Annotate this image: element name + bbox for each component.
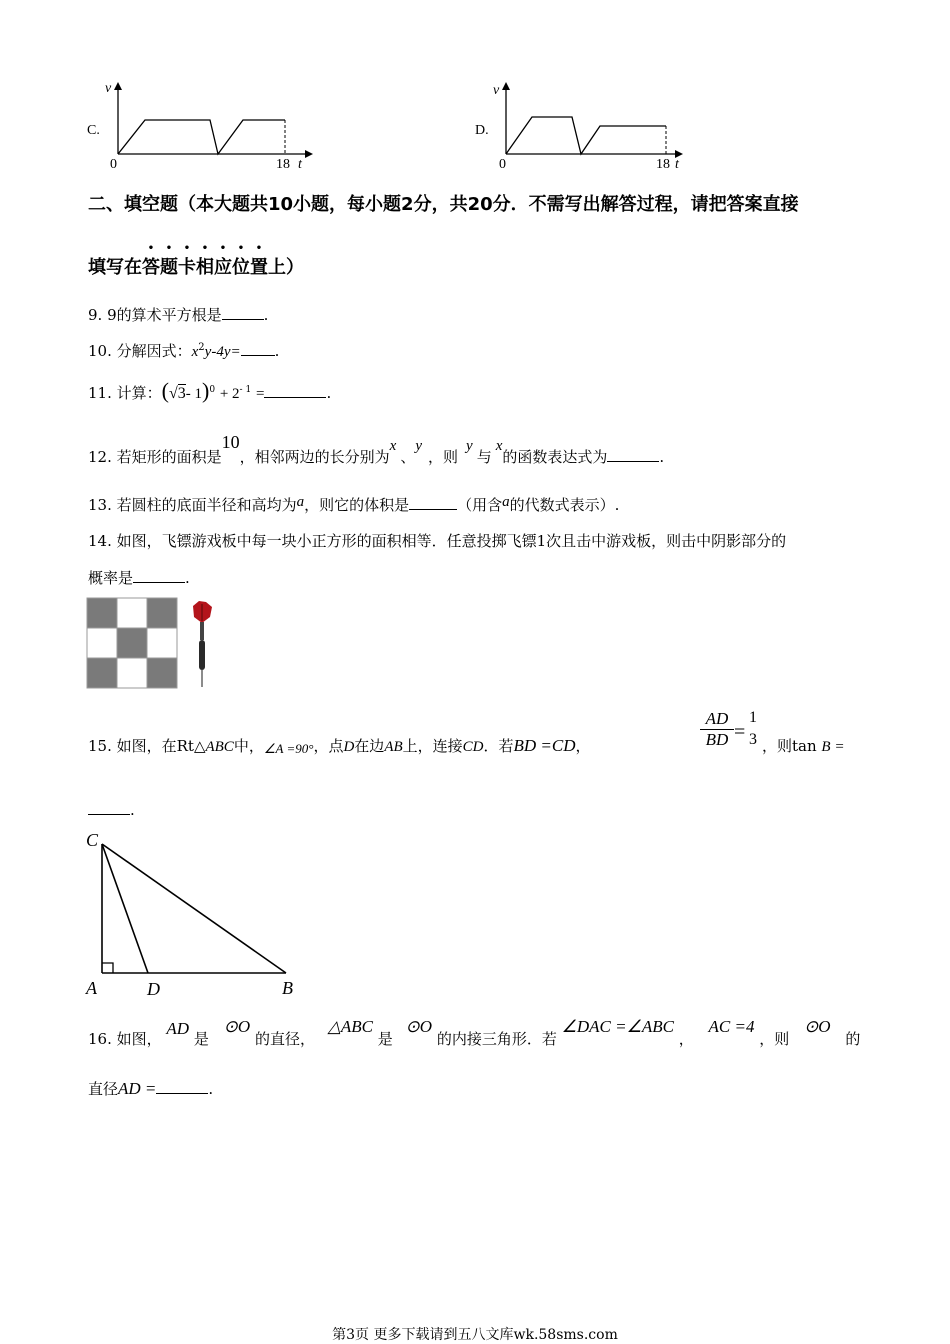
answer-blank <box>156 1079 208 1094</box>
triangle-figure <box>80 826 310 1001</box>
answer-blank <box>241 341 275 356</box>
graph-d-end: 18 <box>656 157 670 172</box>
section-heading-line2: 填写在答题卡相应位置上） <box>88 257 304 278</box>
graph-c-v-label: v <box>105 81 112 96</box>
vertex-b: B <box>282 978 293 998</box>
fraction-eq: = <box>734 721 746 743</box>
answer-blank <box>133 568 185 583</box>
vertex-a: A <box>86 978 97 998</box>
question-13: 13. 若圆柱的底面半径和高均为a，则它的体积是 （用含a的代数式表示）. <box>88 494 620 514</box>
graph-d-origin: 0 <box>499 157 506 172</box>
question-15: 15. 如图，在Rt△ABC中，∠A =90°，点D在边AB上，连接CD．若BD =CD， <box>88 736 591 756</box>
question-16: 16. 如图， AD 是 ⊙O 的直径， △ABC 是 ⊙O 的内接三角形．若 ∠DAC =∠ABC ， AC =4 ，则 ⊙O 的 <box>88 1017 861 1048</box>
question-16-line2: 直径AD = . <box>88 1079 214 1098</box>
section-heading-line1: 二、填空题（本大题共10小题，每小题2分，共20分．不需写出解答过程，请把答案直接 <box>88 194 799 215</box>
vertex-d: D <box>147 979 160 999</box>
graph-c-origin: 0 <box>110 157 117 172</box>
graph-d-label: D. <box>475 123 489 138</box>
question-12: 12. 若矩形的面积是10，相邻两边的长分别为x、y，则y与x的函数表达式为 . <box>88 432 665 466</box>
question-15-tail: ，则tan B = <box>762 737 844 755</box>
page-footer: 第3页 更多下载请到五八文库wk.58sms.com <box>332 1327 618 1343</box>
graph-c-label: C. <box>87 123 100 138</box>
answer-blank <box>264 383 326 398</box>
fraction-one-third: 1 3 <box>749 709 757 748</box>
dart-icon <box>193 601 212 687</box>
vertex-c: C <box>86 830 99 850</box>
graph-c-t-label: t <box>298 157 302 172</box>
question-15-answer: . <box>88 800 135 819</box>
question-14-line2: 概率是 . <box>88 569 190 587</box>
graph-d-v-label: v <box>493 83 500 98</box>
question-11: 11. 计算：(√3- $1)^0 + 2^{- 1}$ = . <box>88 378 332 403</box>
dartboard-figure <box>86 597 221 690</box>
graph-d <box>470 80 730 175</box>
graph-c-end: 18 <box>276 157 290 172</box>
fraction-ad-bd: AD BD <box>700 709 734 750</box>
answer-blank <box>409 495 457 510</box>
answer-blank <box>88 800 130 815</box>
question-9: 9. 9的算术平方根是 . <box>88 306 269 324</box>
graph-c <box>80 80 340 175</box>
question-10: 10. 分解因式：$x^2y-4y=$ . <box>88 342 280 360</box>
answer-blank <box>607 447 659 462</box>
answer-blank <box>222 305 264 320</box>
question-14-line1: 14. 如图，飞镖游戏板中每一块小正方形的面积相等．任意投掷飞镖1次且击中游戏板，则击中阴影部分的 <box>88 532 787 550</box>
graph-d-t-label: t <box>675 157 679 172</box>
dotted-emphasis: 答题卡相应位置 <box>142 257 268 278</box>
